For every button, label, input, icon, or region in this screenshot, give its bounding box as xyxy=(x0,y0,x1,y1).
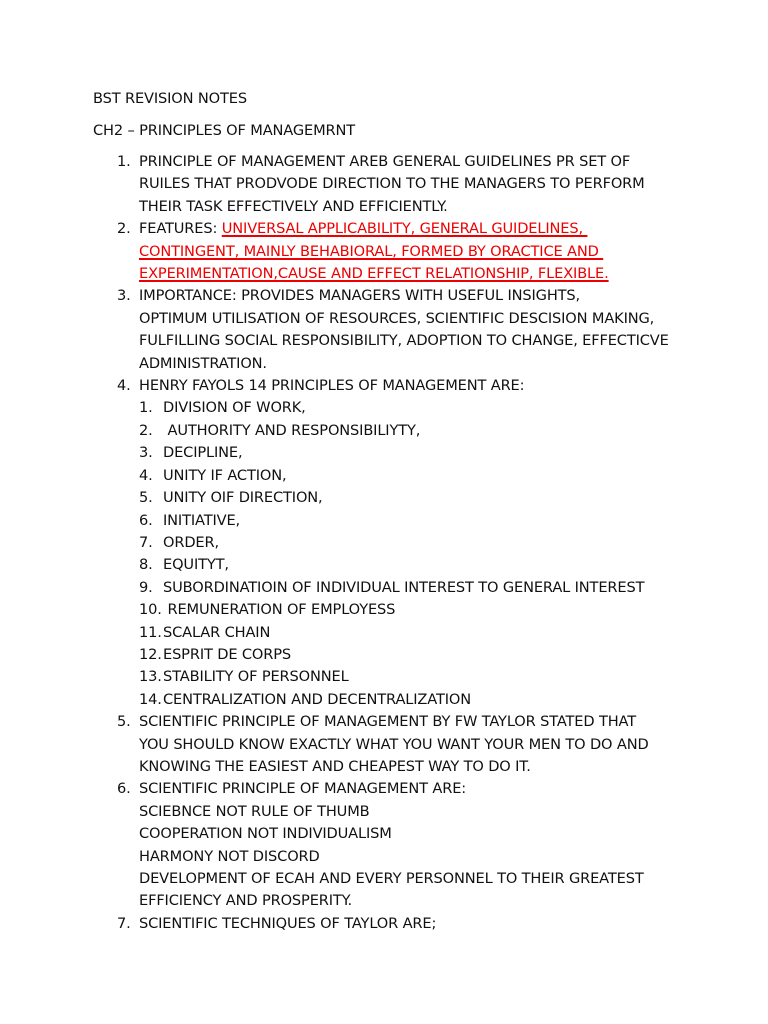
sublist-item-number: 3. xyxy=(139,444,153,462)
list-item-line: SCIENTIFIC TECHNIQUES OF TAYLOR ARE; xyxy=(139,914,437,932)
sublist-item-number: 13. xyxy=(139,668,162,686)
sublist-item-text: DECIPLINE, xyxy=(163,444,243,462)
list-item xyxy=(93,711,693,778)
list-item-line: SCIEBNCE NOT RULE OF THUMB xyxy=(139,802,370,820)
features-highlight: CONTINGENT, MAINLY BEHABIORAL, FORMED BY ORACTICE AND xyxy=(139,242,604,260)
list-item-line: EFFICIENCY AND PROSPERITY. xyxy=(139,892,352,910)
features-prefix: FEATURES: xyxy=(139,220,222,238)
sublist-item-text: UNITY OIF DIRECTION, xyxy=(163,489,323,507)
list-item-line: OPTIMUM UTILISATION OF RESOURCES, SCIENTIFIC DESCISION MAKING, xyxy=(139,309,655,327)
document-title: BST REVISION NOTES xyxy=(93,90,247,107)
list-item-line: HARMONY NOT DISCORD xyxy=(139,847,320,865)
list-item-line: IMPORTANCE: PROVIDES MANAGERS WITH USEFUL INSIGHTS, xyxy=(139,287,581,305)
sublist-item xyxy=(139,487,693,509)
sublist-item-text: AUTHORITY AND RESPONSIBILIYTY, xyxy=(163,421,421,439)
sublist-item-number: 10. xyxy=(139,601,162,619)
sublist-item-number: 14. xyxy=(139,690,162,708)
sublist-item xyxy=(139,577,693,599)
sublist-item xyxy=(139,689,693,711)
sublist-item-number: 8. xyxy=(139,556,153,574)
features-highlight: UNIVERSAL APPLICABILITY, GENERAL GUIDELINES, xyxy=(221,220,588,238)
list-item xyxy=(93,151,693,218)
sublist-item-number: 7. xyxy=(139,533,153,551)
sublist-item-text: EQUITYT, xyxy=(163,556,229,574)
list-item-line: FULFILLING SOCIAL RESPONSIBILITY, ADOPTION TO CHANGE, EFFECTICVE xyxy=(139,332,669,350)
sublist-item-number: 5. xyxy=(139,489,153,507)
list-item xyxy=(93,778,693,912)
list-item-line: THEIR TASK EFFECTIVELY AND EFFICIENTLY. xyxy=(139,197,448,215)
list-item-line: SCIENTIFIC PRINCIPLE OF MANAGEMENT BY FW TAYLOR STATED THAT xyxy=(139,713,636,731)
sublist-item xyxy=(139,644,693,666)
sublist-item-text: STABILITY OF PERSONNEL xyxy=(163,668,349,686)
notes-list xyxy=(93,151,693,935)
list-item-line xyxy=(139,218,693,240)
list-item xyxy=(93,218,693,285)
sublist-item-number: 6. xyxy=(139,511,153,529)
list-item-number: 7. xyxy=(117,914,131,932)
sublist-item-text: REMUNERATION OF EMPLOYESS xyxy=(163,601,396,619)
list-item-number: 1. xyxy=(117,153,131,170)
sublist-item-text: SCALAR CHAIN xyxy=(163,623,271,641)
list-item-number: 2. xyxy=(117,220,131,238)
list-item-number: 5. xyxy=(117,713,131,731)
sublist-item-number: 1. xyxy=(139,399,153,417)
list-item-line: DEVELOPMENT OF ECAH AND EVERY PERSONNEL TO THEIR GREATEST xyxy=(139,870,644,887)
sublist-item-number: 12. xyxy=(139,645,162,663)
sublist-item-text: UNITY IF ACTION, xyxy=(163,466,287,484)
list-item-line: RUILES THAT PRODVODE DIRECTION TO THE MANAGERS TO PERFORM xyxy=(139,175,645,193)
list-item-line: YOU SHOULD KNOW EXACTLY WHAT YOU WANT YOUR MEN TO DO AND xyxy=(139,735,649,753)
list-item-line: HENRY FAYOLS 14 PRINCIPLES OF MANAGEMENT ARE: xyxy=(139,377,525,395)
sublist-item-text: INITIATIVE, xyxy=(163,511,241,529)
sublist-item-text: SUBORDINATIOIN OF INDIVIDUAL INTEREST TO GENERAL INTEREST xyxy=(163,578,645,596)
list-item-line: COOPERATION NOT INDIVIDUALISM xyxy=(139,825,392,843)
sublist-item xyxy=(139,510,693,532)
list-item-line: SCIENTIFIC PRINCIPLE OF MANAGEMENT ARE: xyxy=(139,780,467,798)
sublist-item xyxy=(139,397,693,419)
sublist-item-text: ESPRIT DE CORPS xyxy=(163,645,292,663)
list-item xyxy=(93,285,693,375)
sublist-item xyxy=(139,532,693,554)
list-item-number: 6. xyxy=(117,780,131,798)
sublist-item xyxy=(139,442,693,464)
sublist-item-number: 9. xyxy=(139,578,153,596)
list-item-number: 4. xyxy=(117,377,131,395)
fayol-principles-list xyxy=(139,397,693,711)
sublist-item-number: 11. xyxy=(139,623,162,641)
sublist-item-text: CENTRALIZATION AND DECENTRALIZATION xyxy=(163,690,471,708)
list-item-line: KNOWING THE EASIEST AND CHEAPEST WAY TO DO IT. xyxy=(139,757,531,775)
sublist-item xyxy=(139,554,693,576)
sublist-item-number: 4. xyxy=(139,466,153,484)
sublist-item xyxy=(139,622,693,644)
chapter-heading: CH2 – PRINCIPLES OF MANAGEMRNT xyxy=(93,122,356,139)
sublist-item-number: 2. xyxy=(139,421,153,439)
sublist-item-text: DIVISION OF WORK, xyxy=(163,399,306,417)
features-highlight: EXPERIMENTATION,CAUSE AND EFFECT RELATIONSHIP, FLEXIBLE. xyxy=(139,265,609,283)
sublist-item xyxy=(139,599,693,621)
list-item-number: 3. xyxy=(117,287,131,305)
list-item xyxy=(93,375,693,711)
list-item-line: PRINCIPLE OF MANAGEMENT AREB GENERAL GUIDELINES PR SET OF xyxy=(139,153,631,170)
sublist-item-text: ORDER, xyxy=(163,533,219,551)
sublist-item xyxy=(139,666,693,688)
sublist-item xyxy=(139,465,693,487)
list-item xyxy=(93,913,693,935)
sublist-item xyxy=(139,420,693,442)
list-item-line: ADMINISTRATION. xyxy=(139,354,267,372)
